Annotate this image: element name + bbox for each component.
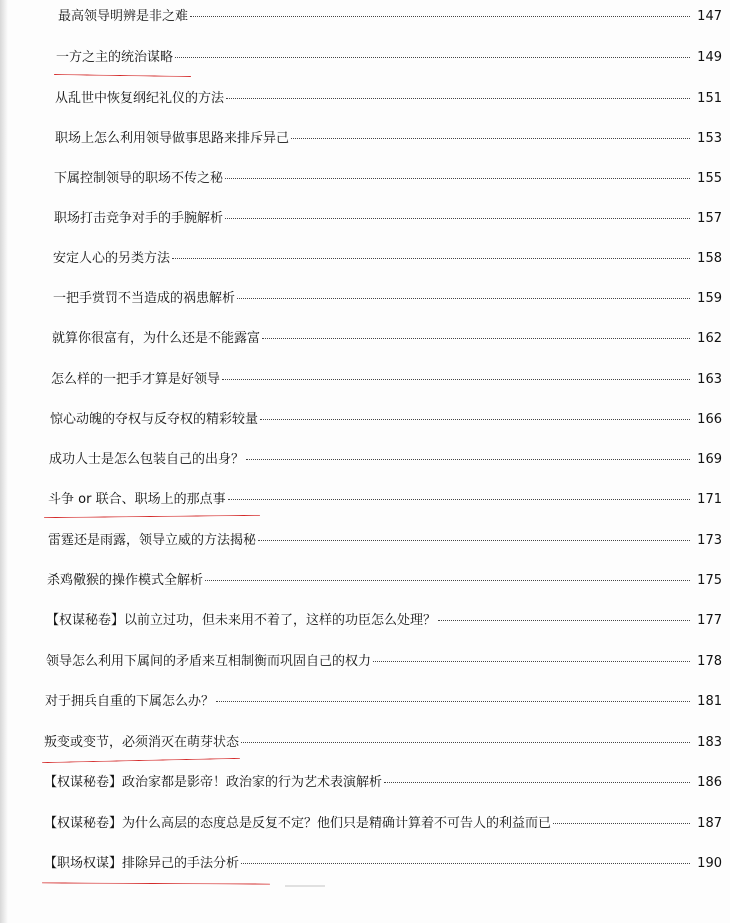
- toc-entry-page: 186: [697, 775, 722, 790]
- toc-entry-page: 153: [697, 131, 722, 146]
- toc-entry-page: 175: [697, 573, 722, 588]
- toc-entry: [44, 815, 722, 833]
- toc-entry: [50, 411, 722, 429]
- toc-entry-title: 对于拥兵自重的下属怎么办？: [45, 694, 215, 709]
- toc-entry: [53, 250, 722, 268]
- toc-entry: [45, 693, 722, 711]
- toc-dot-leader: [216, 700, 690, 702]
- toc-entry: [49, 451, 722, 469]
- toc-entry-page: 163: [697, 372, 722, 387]
- toc-dot-leader: [260, 418, 690, 420]
- toc-entry: [46, 653, 722, 671]
- toc-entry-page: 183: [697, 735, 722, 750]
- toc-entry-page: 149: [697, 50, 722, 65]
- toc-dot-leader: [226, 97, 690, 99]
- toc-entry-title: 最高领导明辨是非之难: [58, 9, 189, 24]
- toc-dot-leader: [553, 822, 690, 824]
- toc-entry: [48, 532, 722, 550]
- toc-entry-page: 155: [697, 171, 722, 186]
- toc-dot-leader: [291, 137, 690, 139]
- toc-entry-page: 169: [697, 452, 722, 467]
- toc-entry-title: 惊心动魄的夺权与反夺权的精彩较量: [50, 412, 259, 427]
- toc-dot-leader: [262, 337, 690, 339]
- toc-entry-page: 181: [697, 694, 722, 709]
- toc-dot-leader: [373, 660, 690, 662]
- toc-entry-title: 成功人士是怎么包装自己的出身？: [49, 452, 245, 467]
- toc-entry-title: 职场上怎么利用领导做事思路来排斥异己: [55, 131, 290, 146]
- toc-entry-page: 151: [697, 91, 722, 106]
- toc-entry-title: 就算你很富有，为什么还是不能露富: [52, 331, 261, 346]
- toc-entry: [47, 572, 722, 590]
- toc-entry: [55, 130, 722, 148]
- toc-dot-leader: [228, 498, 690, 500]
- toc-dot-leader: [241, 862, 690, 864]
- toc-entry-page: 158: [697, 251, 722, 266]
- toc-dot-leader: [384, 781, 690, 783]
- toc-entry-page: 187: [697, 816, 722, 831]
- toc-entry-title: 【权谋秘卷】为什么高层的态度总是反复不定？他们只是精确计算着不可告人的利益而已: [44, 816, 552, 831]
- toc-dot-leader: [205, 579, 690, 581]
- toc-entry-page: 173: [697, 533, 722, 548]
- toc-entry-title: 怎么样的一把手才算是好领导: [51, 372, 221, 387]
- toc-dot-leader: [175, 56, 690, 58]
- toc-entry-title: 杀鸡儆猴的操作模式全解析: [47, 573, 204, 588]
- toc-entry-title: 斗争 or 联合、职场上的那点事: [48, 492, 226, 507]
- toc-dot-leader: [225, 217, 690, 219]
- toc-entry-title: 【职场权谋】排除异己的手法分析: [44, 856, 240, 871]
- toc-entry-title: 安定人心的另类方法: [53, 251, 171, 266]
- toc-entry: [52, 330, 722, 348]
- toc-entry-page: 159: [697, 291, 722, 306]
- toc-entry: [44, 774, 722, 792]
- toc-entry: [55, 90, 722, 108]
- toc-entry-title: 职场打击竞争对手的手腕解析: [54, 211, 224, 226]
- toc-entry-page: 171: [697, 492, 722, 507]
- scan-smudge: [285, 885, 325, 887]
- toc-entry-title: 一把手赏罚不当造成的祸患解析: [53, 291, 236, 306]
- toc-entry-title: 领导怎么利用下属间的矛盾来互相制衡而巩固自己的权力: [46, 654, 372, 669]
- toc-entry: [58, 8, 722, 26]
- toc-entry-page: 178: [697, 654, 722, 669]
- toc-dot-leader: [258, 539, 690, 541]
- toc-entry-page: 157: [697, 211, 722, 226]
- toc-entry-title: 雷霆还是雨露，领导立威的方法揭秘: [48, 533, 257, 548]
- toc-dot-leader: [438, 619, 690, 621]
- toc-entry-title: 下属控制领导的职场不传之秘: [54, 171, 224, 186]
- toc-entry: [51, 371, 722, 389]
- toc-entry-page: 147: [697, 9, 722, 24]
- toc-entry-page: 190: [697, 856, 722, 871]
- toc-entry-title: 【权谋秘卷】政治家都是影帝！政治家的行为艺术表演解析: [44, 775, 383, 790]
- toc-dot-leader: [225, 177, 690, 179]
- toc-dot-leader: [237, 297, 690, 299]
- toc-entry: [44, 855, 722, 873]
- toc-dot-leader: [190, 15, 690, 17]
- toc-entry-title: 从乱世中恢复纲纪礼仪的方法: [55, 91, 225, 106]
- toc-entry-page: 162: [697, 331, 722, 346]
- toc-entry-page: 177: [697, 613, 722, 628]
- toc-entry: [54, 170, 722, 188]
- toc-entry: [48, 491, 722, 509]
- toc-dot-leader: [222, 378, 690, 380]
- toc-entry: [44, 734, 722, 752]
- toc-entry: [46, 612, 722, 630]
- toc-entry-page: 166: [697, 412, 722, 427]
- toc-entry-title: 【权谋秘卷】以前立过功，但未来用不着了，这样的功臣怎么处理？: [46, 613, 437, 628]
- toc-dot-leader: [246, 458, 690, 460]
- toc-entry: [53, 290, 722, 308]
- toc-entry: [54, 210, 722, 228]
- toc-dot-leader: [241, 741, 690, 743]
- toc-entry: [56, 49, 722, 67]
- toc-entry-title: 叛变或变节，必须消灭在萌芽状态: [44, 735, 240, 750]
- toc-dot-leader: [172, 257, 690, 259]
- toc-entry-title: 一方之主的统治谋略: [56, 50, 174, 65]
